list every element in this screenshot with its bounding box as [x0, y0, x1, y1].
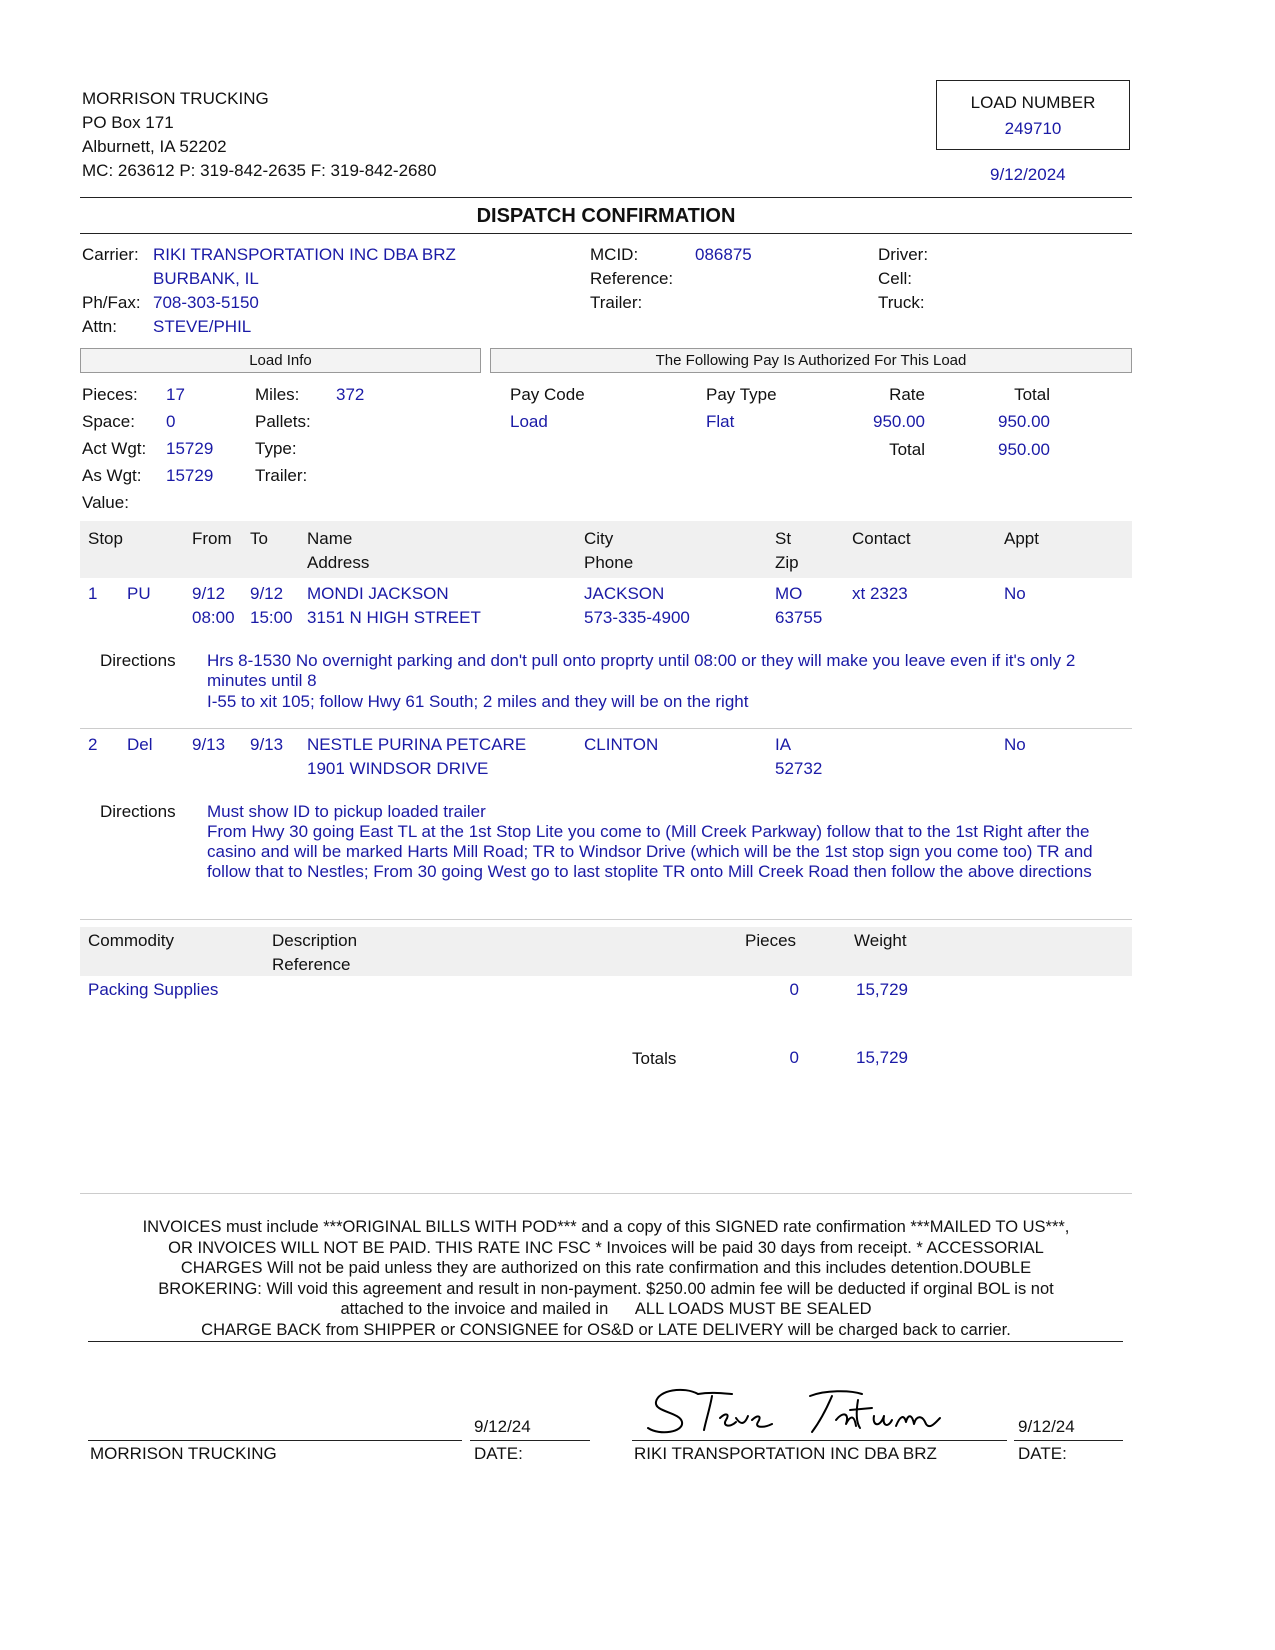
stop-2-directions-1: Must show ID to pickup loaded trailer [207, 802, 486, 821]
totals-pieces: 0 [789, 1048, 799, 1067]
sig-right-name: RIKI TRANSPORTATION INC DBA BRZ [634, 1444, 937, 1463]
terms-line-3: CHARGES Will not be paid unless they are authorized on this rate confirmation and this includes detention.DOUBLE [180, 1259, 1032, 1278]
commodity-header-bar [80, 927, 1132, 976]
stop-1-from-time: 08:00 [192, 608, 235, 627]
as-wgt-value: 15729 [166, 466, 214, 485]
stops-col-contact: Contact [852, 529, 911, 548]
stop-2-to-date: 9/13 [250, 735, 284, 754]
load-number-value: 249710 [1004, 119, 1062, 138]
carrier-label: Carrier: [82, 245, 139, 264]
sig-left-line [88, 1440, 462, 1441]
divider-title [80, 233, 1132, 234]
phfax-label: Ph/Fax: [82, 293, 141, 312]
commodity-col-weight: Weight [854, 931, 907, 950]
commodity-col-commodity: Commodity [88, 931, 174, 950]
stop-1-name: MONDI JACKSON [307, 584, 449, 603]
stops-col-stop: Stop [88, 529, 123, 548]
load-number-label: LOAD NUMBER [970, 93, 1096, 112]
sig-right-date: 9/12/24 [1018, 1417, 1075, 1436]
stop-1-num: 1 [88, 584, 98, 603]
stop-2-directions-2: From Hwy 30 going East TL at the 1st Stop Lite you come to (Mill Creek Parkway) follow that to the 1st Right after the casino and will be marked Harts Mill Road; TR to Windsor Drive (which will be the 1st stop sign you come too) TR and follow that to Nestles; From 30 going West go to last stoplite TR onto Mill Creek Road then follow the above directions [207, 822, 1093, 881]
stop-2-num: 2 [88, 735, 98, 754]
pay-code-value: Load [510, 412, 548, 431]
space-value: 0 [166, 412, 176, 431]
terms-block [88, 1217, 1124, 1341]
commodity-col-pieces: Pieces [745, 931, 797, 950]
sig-right-date-line [1014, 1440, 1123, 1441]
pallets-label: Pallets: [255, 412, 311, 431]
stop-2-state: IA [775, 735, 792, 754]
space-label: Space: [82, 412, 135, 431]
pay-col-code: Pay Code [510, 385, 585, 404]
stops-col-to: To [250, 529, 268, 548]
pay-col-type: Pay Type [706, 385, 777, 404]
load-number-box [936, 80, 1130, 150]
stop-1-directions-1: Hrs 8-1530 No overnight parking and don't pull onto proprty until 08:00 or they will make you leave even if it's only 2 minutes until 8 [207, 651, 1076, 690]
totals-weight: 15,729 [856, 1048, 908, 1067]
value-label: Value: [82, 493, 129, 512]
stop-1-appt: No [1004, 584, 1026, 603]
carrier-city: BURBANK, IL [153, 269, 259, 288]
reference-label: Reference: [590, 269, 674, 288]
stop-2-appt: No [1004, 735, 1026, 754]
stop-1-phone: 573-335-4900 [584, 608, 690, 627]
terms-line-5: attached to the invoice and mailed in ALL LOADS MUST BE SEALED [340, 1300, 872, 1319]
sig-left-date: 9/12/24 [474, 1417, 531, 1436]
miles-label: Miles: [255, 385, 300, 404]
stop-1-contact: xt 2323 [852, 584, 908, 603]
stop-1-state: MO [775, 584, 803, 603]
sig-right-date-label: DATE: [1018, 1444, 1067, 1463]
pay-header-label: The Following Pay Is Authorized For This Load [655, 352, 967, 369]
page-title: DISPATCH CONFIRMATION [476, 205, 736, 227]
stop-2-city: CLINTON [584, 735, 659, 754]
load-trailer-label: Trailer: [255, 466, 308, 485]
attn-value: STEVE/PHIL [153, 317, 252, 336]
stop-1-to-time: 15:00 [250, 608, 293, 627]
stop-1-directions-label: Directions [100, 651, 176, 670]
stop-1-from-date: 9/12 [192, 584, 226, 603]
act-wgt-value: 15729 [166, 439, 214, 458]
stop-2-directions-label: Directions [100, 802, 176, 821]
pay-header [490, 348, 1132, 373]
sig-left-name: MORRISON TRUCKING [90, 1444, 277, 1463]
commodity-col-description: Description [272, 931, 358, 950]
totals-label: Totals [632, 1049, 677, 1068]
commodity-pieces: 0 [789, 980, 799, 999]
stop-divider [80, 728, 1132, 729]
stop-1-zip: 63755 [775, 608, 823, 627]
commodity-name: Packing Supplies [88, 980, 219, 999]
stops-col-appt: Appt [1004, 529, 1039, 548]
load-date: 9/12/2024 [990, 165, 1066, 184]
pay-total-value: 950.00 [998, 412, 1050, 431]
trailer-label: Trailer: [590, 293, 643, 312]
attn-label: Attn: [82, 317, 117, 336]
divider-top [80, 197, 1132, 198]
stop-1-to-date: 9/12 [250, 584, 284, 603]
act-wgt-label: Act Wgt: [82, 439, 147, 458]
stop-2-name: NESTLE PURINA PETCARE [307, 735, 527, 754]
stop-1-address: 3151 N HIGH STREET [307, 608, 481, 627]
company-name: MORRISON TRUCKING [82, 89, 269, 108]
signature-image [640, 1382, 950, 1438]
miles-value: 372 [336, 385, 365, 404]
as-wgt-label: As Wgt: [82, 466, 142, 485]
stop-2-from-date: 9/13 [192, 735, 226, 754]
carrier-name: RIKI TRANSPORTATION INC DBA BRZ [153, 245, 456, 264]
stops-col-city: City [584, 529, 614, 548]
load-info-header [80, 348, 481, 373]
stops-col-phone: Phone [584, 553, 634, 572]
terms-line-1: INVOICES must include ***ORIGINAL BILLS WITH POD*** and a copy of this SIGNED rate confirmation ***MAILED TO US***, [142, 1218, 1070, 1236]
pay-rate-value: 950.00 [873, 412, 925, 431]
stops-col-zip: Zip [775, 553, 799, 572]
stops-col-st: St [775, 529, 792, 548]
stop-2-type: Del [127, 735, 153, 754]
commodity-col-reference: Reference [272, 955, 351, 974]
commodity-weight: 15,729 [856, 980, 908, 999]
pay-grand-total: 950.00 [998, 440, 1050, 459]
pieces-value: 17 [166, 385, 185, 404]
cell-label: Cell: [878, 269, 913, 288]
driver-label: Driver: [878, 245, 929, 264]
stop-1-directions-2: I-55 to xit 105; follow Hwy 61 South; 2 miles and they will be on the right [207, 692, 749, 711]
terms-line-6: CHARGE BACK from SHIPPER or CONSIGNEE for OS&D or LATE DELIVERY will be charged back to carrier. [201, 1320, 1011, 1339]
commodity-divider [80, 919, 1132, 920]
terms-line-2: OR INVOICES WILL NOT BE PAID. THIS RATE INC FSC * Invoices will be paid 30 days from receipt. * ACCESSORIAL [168, 1238, 1044, 1257]
mcid-label: MCID: [590, 245, 639, 264]
stops-col-address: Address [307, 553, 370, 572]
stops-col-name: Name [307, 529, 353, 548]
pieces-label: Pieces: [82, 385, 138, 404]
stop-2-zip: 52732 [775, 759, 823, 778]
type-label: Type: [255, 439, 297, 458]
sig-left-date-label: DATE: [474, 1444, 523, 1463]
pay-col-rate: Rate [889, 385, 925, 404]
company-address-1: PO Box 171 [82, 113, 174, 132]
sig-right-line [632, 1440, 1007, 1441]
stop-1-city: JACKSON [584, 584, 665, 603]
sig-left-date-line [470, 1440, 590, 1441]
company-address-2: Alburnett, IA 52202 [82, 137, 227, 156]
stop-2-address: 1901 WINDSOR DRIVE [307, 759, 489, 778]
truck-label: Truck: [878, 293, 925, 312]
phfax-value: 708-303-5150 [153, 293, 259, 312]
company-contact-line: MC: 263612 P: 319-842-2635 F: 319-842-2680 [82, 161, 437, 180]
mcid-value: 086875 [695, 245, 752, 264]
stops-col-from: From [192, 529, 232, 548]
pay-grand-label: Total [889, 440, 925, 459]
load-info-header-label: Load Info [249, 352, 312, 369]
terms-bottom-rule [88, 1341, 1123, 1342]
pay-type-value: Flat [706, 412, 735, 431]
terms-line-4: BROKERING: Will void this agreement and result in non-payment. $250.00 admin fee will be deducted if orginal BOL is not [158, 1279, 1054, 1298]
stop-1-type: PU [127, 584, 151, 603]
pay-col-total: Total [1014, 385, 1050, 404]
terms-divider [80, 1193, 1132, 1194]
